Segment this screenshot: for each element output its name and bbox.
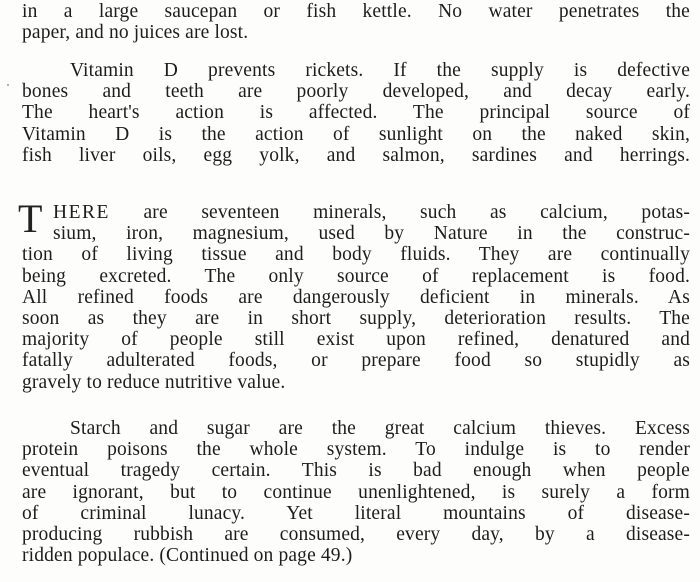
paragraph-starch (22, 418, 690, 566)
first-line-rest: are seventeen minerals, such as calcium, potas- (143, 202, 690, 223)
text-line: Starch and sugar are the great calcium thieves. Excess (70, 418, 690, 439)
text-line: are ignorant, but to continue unenlightened, is surely a form (22, 481, 690, 503)
text-line: protein poisons the whole system. To indulge is to render (22, 439, 690, 461)
text-line: The heart's action is affected. The principal source of (22, 102, 690, 124)
text-line: being excreted. The only source of replacement is food. (22, 265, 690, 287)
text-line: of criminal lunacy. Yet literal mountains of disease- (22, 502, 690, 524)
text-line: bones and teeth are poorly developed, and decay early. (22, 81, 690, 103)
text-line: fatally adulterated foods, or prepare food so stupidly as (22, 350, 690, 372)
text-line: sium, iron, magnesium, used by Nature in the construc- (53, 223, 690, 245)
text-line: All refined foods are dangerously deficient in minerals. As (22, 286, 690, 308)
paragraph-minerals (18, 196, 690, 393)
text-line: tion of living tissue and body fluids. They are continually (22, 244, 690, 266)
paragraph-vitamin-d (22, 60, 690, 166)
text-line (22, 202, 690, 223)
text-line: soon as they are in short supply, deterioration results. The (22, 308, 690, 330)
drop-cap: T (18, 196, 43, 241)
paragraph-intro (22, 1, 690, 43)
first-word-rest: HERE (53, 202, 110, 223)
text-line: eventual tragedy certain. This is bad enough when people (22, 460, 690, 482)
text-line: producing rubbish are consumed, every day, by a disease- (22, 524, 690, 546)
text-line: fish liver oils, egg yolk, and salmon, sardines and herrings. (22, 144, 690, 166)
text-line: gravely to reduce nutritive value. (22, 371, 286, 393)
text-line: in a large saucepan or fish kettle. No water penetrates the (22, 1, 690, 22)
text-line: Vitamin D is the action of sunlight on the naked skin, (22, 123, 690, 145)
text-line: Vitamin D prevents rickets. If the supply is defective (70, 60, 690, 81)
margin-speck (7, 84, 9, 86)
text-line: paper, and no juices are lost. (22, 22, 249, 44)
text-line: majority of people still exist upon refined, denatured and (22, 329, 690, 351)
text-line: ridden populace. (Continued on page 49.) (22, 545, 353, 567)
